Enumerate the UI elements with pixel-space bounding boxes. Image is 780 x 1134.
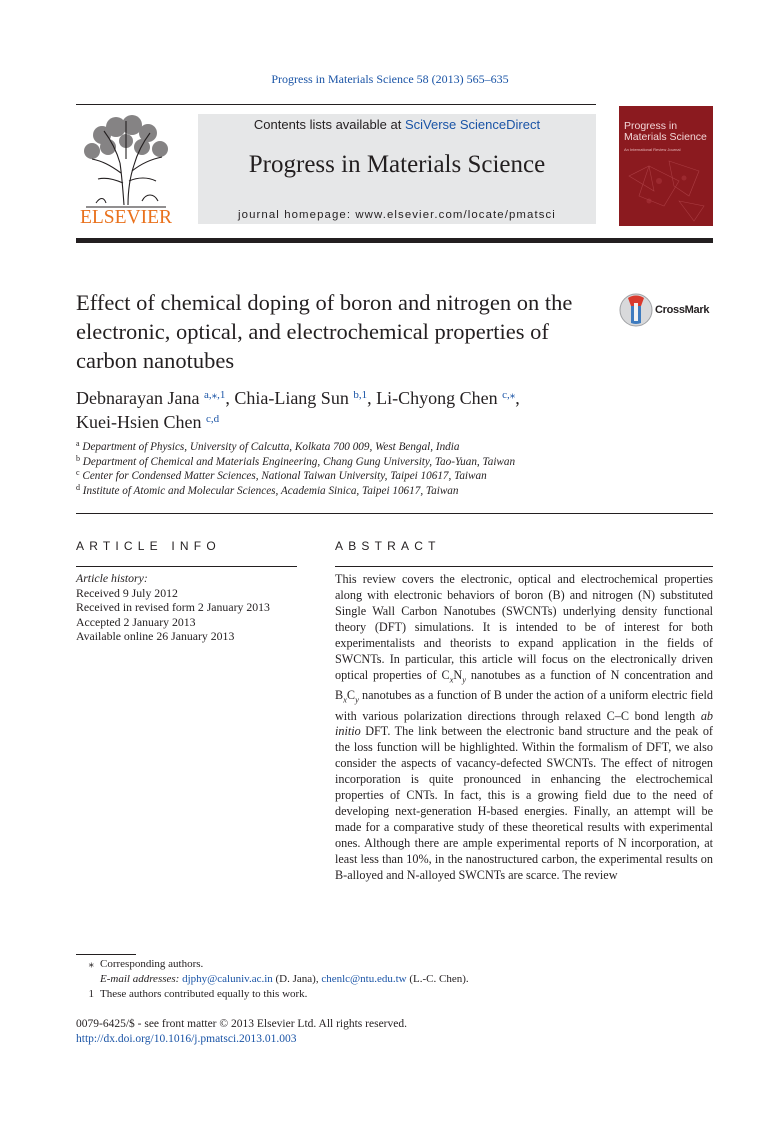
abstract-body: This review covers the electronic, optical and electrochemical properties along with electronic behaviors of boron (B) and nitrogen (N) substituted Single Wall Carbon Nanotubes (SWCNTs) underlying density functional theory (DFT) simulations. It is intended to be of interest for both experimentalists and theorists to expand application in the fields of SWCNTs. In particular, this article will focus on the electronically driven optical properties of $C_xN_y$ nanotubes as a function of N concentration and $B_xC_y$ nanotubes as a function of B under the action of a uniform electric field with various polarization directions through relaxed C–C bond length ab initio DFT. The link between the electronic band structure and the peak of the loss function will be highlighted. Within the formalism of DFT, we also consider the aspects of vacancy-defected SWCNTs. The effect of nitrogen incorporation is quite pronounced in enhancing the electrochemical properties of CNTs. In fact, this is a growing field due to the need of developing next-generation H-based energies. Finally, an attempt will be made for a comparative study of these theoretical results with experimental ones. Although there are ample experimental reports of N incorporation, at least less than 10%, in the nanostructured carbon, the experimental results on B-alloyed and N-alloyed SWCNTs are scarce. The review bbox=[335, 572, 713, 883]
history-title: Article history: bbox=[76, 571, 148, 585]
formula-cxny: $C_xN_y$ bbox=[441, 667, 467, 685]
front-matter bbox=[76, 1017, 407, 1047]
cover-title: Progress in Materials Science bbox=[624, 120, 707, 143]
author: Li-Chyong Chen $^{c,⁎}$, bbox=[376, 388, 520, 408]
footnotes bbox=[76, 957, 713, 1002]
author: Kuei-Hsien Chen $^{c,d}$ bbox=[76, 412, 220, 432]
elsevier-logo bbox=[76, 113, 176, 227]
author-list bbox=[76, 386, 636, 434]
affiliation-list bbox=[76, 440, 713, 498]
cover-subtitle: An International Review Journal bbox=[624, 147, 681, 152]
footnote-emails: E-mail addresses: djphy@caluniv.ac.in (D. Jana), chenlc@ntu.edu.tw (L.-C. Chen). bbox=[100, 973, 469, 985]
footnote-equal-contribution: 1 These authors contributed equally to this work. bbox=[88, 988, 308, 1000]
email-link-chen[interactable]: chenlc@ntu.edu.tw bbox=[321, 973, 407, 985]
history-item: Received in revised form 2 January 2013 bbox=[76, 600, 270, 615]
abstract-heading: ABSTRACT bbox=[335, 539, 441, 553]
doi-link[interactable]: http://dx.doi.org/10.1016/j.pmatsci.2013.01.003 bbox=[76, 1033, 297, 1045]
section-rule bbox=[76, 513, 713, 514]
journal-cover-image bbox=[619, 106, 713, 226]
email-link-jana[interactable]: djphy@caluniv.ac.in bbox=[182, 973, 273, 985]
affiliation: $^a$ Department of Physics, University of Calcutta, Kolkata 700 009, West Bengal, India bbox=[76, 439, 460, 453]
sciencedirect-link[interactable]: SciVerse ScienceDirect bbox=[404, 117, 541, 132]
article-title: Effect of chemical doping of boron and nitrogen on the electronic, optical, and electrochemical properties of carbon nanotubes bbox=[76, 290, 573, 373]
history-item: Available online 26 January 2013 bbox=[76, 629, 235, 644]
publisher-wordmark: ELSEVIER bbox=[79, 207, 173, 227]
article-history bbox=[76, 571, 306, 644]
top-rule bbox=[76, 104, 596, 105]
crossmark-label[interactable]: CrossMark bbox=[655, 304, 710, 316]
affiliation: $^d$ Institute of Atomic and Molecular Sciences, Academia Sinica, Taipei 10617, Taiwan bbox=[76, 482, 459, 497]
affiliation: $^c$ Center for Condensed Matter Sciences, National Taiwan University, Taipei 10617, Taiwan bbox=[76, 468, 487, 483]
header-rule bbox=[76, 238, 713, 243]
footnote-rule bbox=[76, 954, 136, 955]
history-item: Accepted 2 January 2013 bbox=[76, 614, 196, 629]
journal-homepage[interactable]: journal homepage: www.elsevier.com/locate/pmatsci bbox=[238, 209, 556, 221]
article-info-heading: ARTICLE INFO bbox=[76, 539, 221, 553]
history-item: Received 9 July 2012 bbox=[76, 585, 178, 600]
issn-line: 0079-6425/$ - see front matter © 2013 Elsevier Ltd. All rights reserved. bbox=[76, 1018, 407, 1030]
author: Chia-Liang Sun $^{b,1}$, bbox=[234, 388, 377, 408]
abstract-rule bbox=[335, 566, 713, 567]
formula-bxcy: $B_xC_y$ bbox=[335, 688, 359, 705]
footnote-corresponding: ⁎ Corresponding authors. bbox=[88, 958, 204, 970]
contents-line: Contents lists available at SciVerse ScienceDirect bbox=[253, 117, 541, 132]
journal-reference[interactable]: Progress in Materials Science 58 (2013) 565–635 bbox=[271, 72, 509, 86]
article-info-rule bbox=[76, 566, 297, 567]
author: Debnarayan Jana $^{a,⁎,1}$, bbox=[76, 388, 235, 408]
affiliation: $^b$ Department of Chemical and Materials Engineering, Chang Gung University, Tao-Yuan, Taiwan bbox=[76, 453, 516, 468]
journal-title: Progress in Materials Science bbox=[248, 151, 546, 178]
